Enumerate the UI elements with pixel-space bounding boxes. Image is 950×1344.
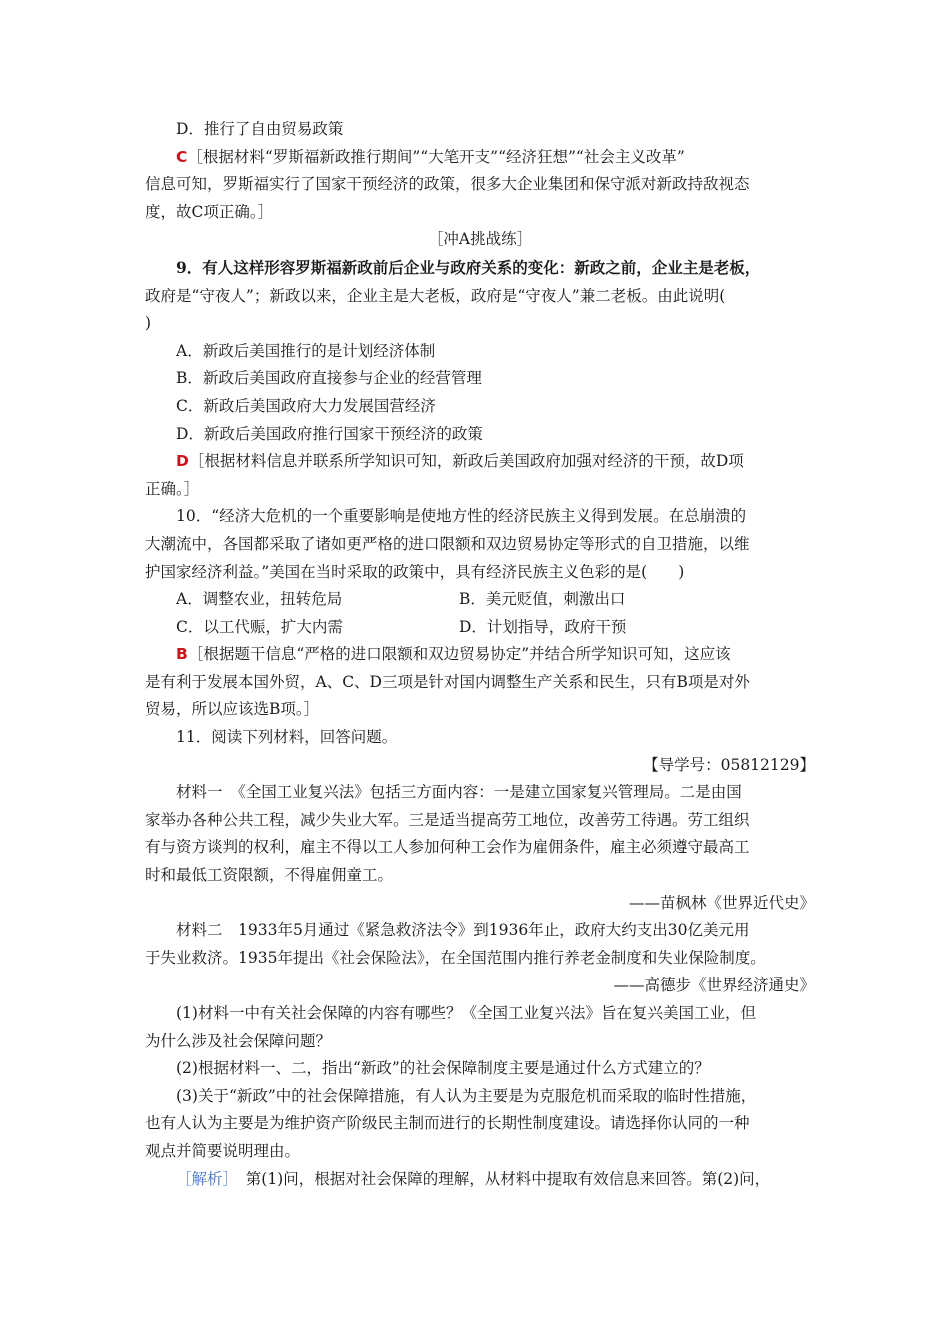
q10-option-a: A．调整农业，扭转危局 bbox=[176, 590, 343, 609]
q9-option-a: A．新政后美国推行的是计划经济体制 bbox=[176, 341, 436, 360]
q9-stem-line-2: 政府是“守夜人”；新政以来，企业主是大老板，政府是“守夜人”兼二老板。由此说明( bbox=[145, 286, 726, 305]
q9-option-c: C．新政后美国政府大力发展国营经济 bbox=[176, 396, 436, 415]
q11-material1-line-2: 家举办各种公共工程，减少失业大军。三是适当提高劳工地位，改善劳工待遇。劳工组织 bbox=[145, 810, 750, 829]
q10-answer-line-2: 是有利于发展本国外贸，A、C、D三项是针对国内调整生产关系和民生，只有B项是对外 bbox=[145, 672, 750, 691]
document-page bbox=[145, 116, 815, 1193]
q9-answer-line-2: 正确。］ bbox=[145, 479, 200, 498]
q9-answer-letter: D bbox=[176, 452, 189, 471]
q11-guide-number: 【导学号：05812129】 bbox=[643, 755, 815, 774]
q11-analysis-line: ［解析］ 第(1)问，根据对社会保障的理解，从材料中提取有效信息来回答。第(2)问， bbox=[176, 1169, 771, 1188]
analysis-tag: ［解析］ bbox=[176, 1169, 231, 1188]
q8-answer-letter: C bbox=[176, 147, 188, 166]
q11-material2-line-2: 于失业救济。1935年提出《社会保险法》，在全国范围内推行养老金制度和失业保险制度。 bbox=[145, 948, 766, 967]
q10-stem-line-3: 护国家经济利益。”美国在当时采取的政策中，具有经济民族主义色彩的是( ) bbox=[145, 562, 685, 581]
q11-sub3-line-2: 也有人认为主要是为维护资产阶级民主制而进行的长期性制度建设。请选择你认同的一种 bbox=[145, 1114, 750, 1133]
q9-option-d: D．新政后美国政府推行国家干预经济的政策 bbox=[176, 424, 483, 443]
q11-material1-line-4: 时和最低工资限额，不得雇佣童工。 bbox=[145, 866, 394, 885]
q11-material1-line-3: 有与资方谈判的权利，雇主不得以工人参加何种工会作为雇佣条件，雇主必须遵守最高工 bbox=[145, 838, 750, 857]
q9-stem-line-3: ) bbox=[145, 314, 152, 333]
q8-answer-line-3: 度，故C项正确。］ bbox=[145, 202, 274, 221]
q10-stem-line-1: 10．“经济大危机的一个重要影响是使地方性的经济民族主义得到发展。在总崩溃的 bbox=[176, 507, 747, 526]
q10-stem-line-2: 大潮流中，各国都采取了诸如更严格的进口限额和双边贸易协定等形式的自卫措施，以维 bbox=[145, 534, 750, 553]
q11-sub1-line-2: 为什么涉及社会保障问题？ bbox=[145, 1031, 332, 1050]
q11-sub3-line-3: 观点并简要说明理由。 bbox=[145, 1141, 301, 1160]
q9-answer-line-1: D［根据材料信息并联系所学知识可知，新政后美国政府加强对经济的干预，故D项 bbox=[176, 452, 744, 471]
q10-options-row-1 bbox=[145, 586, 815, 614]
q10-option-c: C．以工代赈，扩大内需 bbox=[176, 617, 343, 636]
q10-option-d: D．计划指导，政府干预 bbox=[459, 617, 627, 636]
q11-source-1: ——苗枫林《世界近代史》 bbox=[628, 893, 815, 912]
q11-sub1-line-1: (1)材料一中有关社会保障的内容有哪些？《全国工业复兴法》旨在复兴美国工业，但 bbox=[176, 1004, 756, 1022]
q10-option-b: B．美元贬值，刺激出口 bbox=[459, 590, 626, 609]
q8-answer-line-1: C［根据材料“罗斯福新政推行期间”“大笔开支”“经济狂想”“社会主义改革” bbox=[176, 147, 685, 166]
q10-options-row-2 bbox=[145, 614, 815, 642]
q11-sub3-line-1: (3)关于“新政”中的社会保障措施，有人认为主要是为克服危机而采取的临时性措施， bbox=[176, 1086, 757, 1105]
q11-sub2: (2)根据材料一、二，指出“新政”的社会保障制度主要是通过什么方式建立的？ bbox=[176, 1059, 710, 1078]
q11-stem: 11．阅读下列材料，回答问题。 bbox=[176, 728, 398, 747]
q11-source-2: ——高德步《世界经济通史》 bbox=[613, 976, 815, 995]
q10-answer-line-3: 贸易，所以应该选B项。］ bbox=[145, 700, 320, 719]
q10-answer-letter: B bbox=[176, 645, 188, 664]
section-title: ［冲A挑战练］ bbox=[427, 230, 533, 249]
q9-stem-line-1: 9．有人这样形容罗斯福新政前后企业与政府关系的变化：新政之前，企业主是老板， bbox=[176, 257, 761, 277]
q10-answer-line-1: B［根据题干信息“严格的进口限额和双边贸易协定”并结合所学知识可知，这应该 bbox=[176, 645, 731, 664]
q9-option-b: B．新政后美国政府直接参与企业的经营管理 bbox=[176, 369, 482, 388]
q11-material1-line-1: 材料一 《全国工业复兴法》包括三方面内容：一是建立国家复兴管理局。二是由国 bbox=[176, 783, 742, 802]
q8-option-d: D．推行了自由贸易政策 bbox=[176, 120, 344, 138]
q8-answer-line-2: 信息可知，罗斯福实行了国家干预经济的政策，很多大企业集团和保守派对新政持敌视态 bbox=[145, 175, 750, 194]
q11-material2-line-1: 材料二 1933年5月通过《紧急救济法令》到1936年止，政府大约支出30亿美元用 bbox=[176, 921, 750, 940]
